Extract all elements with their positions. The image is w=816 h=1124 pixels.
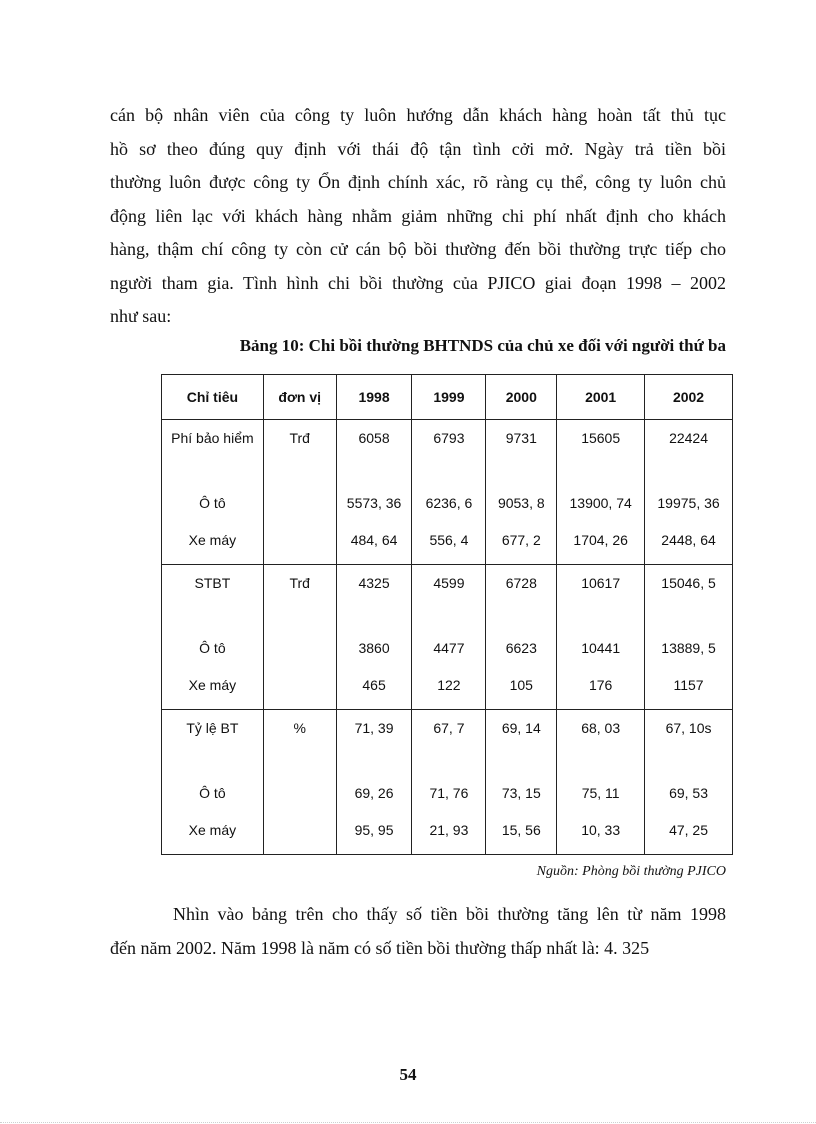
header-cell: 1998 [336,375,412,420]
unit-cell: Trđ [263,565,336,710]
value-cell: 4599 4477 122 [412,565,486,710]
row-label: Tỷ lệ BT [186,720,239,736]
header-cell: 2002 [645,375,733,420]
table-row [162,710,733,855]
text-line: như sau: [110,306,172,326]
row-label-cell [162,565,264,710]
text-line: cán bộ nhân viên của công ty luôn hướng dẫn khách hàng hoàn tất thủ tục [110,105,726,125]
text-line: động liên lạc với khách hàng nhằm giảm những chi phí nhất định cho khách [110,205,726,226]
value-cell: 15046, 5 13889, 5 1157 [645,565,733,710]
row-label: STBT [194,575,231,591]
value-cell: 69, 14 73, 15 15, 56 [486,710,557,855]
row-label: Ô tô [199,640,226,656]
value-cell: 67, 7 71, 76 21, 93 [412,710,486,855]
value-cell: 9731 9053, 8 677, 2 [486,420,557,565]
value-cell: 6728 6623 105 [486,565,557,710]
table-row [162,420,733,565]
value-cell: 6058 5573, 36 484, 64 [336,420,412,565]
text-line: thường luôn được công ty Ổn định chính xác, rõ ràng cụ thể, công ty luôn chủ [110,172,726,192]
value-cell: 10617 10441 176 [557,565,645,710]
table-header-row [162,375,733,420]
paragraph-intro [110,99,726,334]
row-label-cell [162,420,264,565]
row-label-cell [162,710,264,855]
value-cell: 4325 3860 465 [336,565,412,710]
value-cell: 68, 03 75, 11 10, 33 [557,710,645,855]
compensation-table [161,374,733,855]
text-line: hồ sơ theo đúng quy định với thái độ tận tình cởi mở. Ngày trả tiền bồi [110,138,726,159]
header-cell: 2000 [486,375,557,420]
row-label: Ô tô [199,785,226,801]
header-cell: Chỉ tiêu [162,375,264,420]
row-label: Xe máy [188,677,237,693]
unit-cell: % [263,710,336,855]
value-cell: 6793 6236, 6 556, 4 [412,420,486,565]
header-cell: 1999 [412,375,486,420]
row-label: Ô tô [199,495,226,511]
value-cell: 22424 19975, 36 2448, 64 [645,420,733,565]
text-line: người tham gia. Tình hình chi bồi thường của PJICO giai đoạn 1998 – 2002 [110,272,726,293]
page-number: 54 [399,1065,417,1084]
row-label: Xe máy [188,822,237,838]
value-cell: 15605 13900, 74 1704, 26 [557,420,645,565]
table-caption: Bảng 10: Chi bồi thường BHTNDS của chủ xe đối với người thứ ba [239,336,726,355]
table-source-note: Nguồn: Phòng bồi thường PJICO [536,864,726,879]
table-row [162,565,733,710]
unit-cell: Trđ [263,420,336,565]
text-line: Nhìn vào bảng trên cho thấy số tiền bồi thường tăng lên từ năm 1998 [173,904,726,924]
paragraph-analysis [110,898,726,965]
row-label: Phí bảo hiểm [171,430,254,446]
text-line: đến năm 2002. Năm 1998 là năm có số tiền bồi thường thấp nhất là: 4. 325 [110,937,650,958]
header-cell: 2001 [557,375,645,420]
value-cell: 67, 10s 69, 53 47, 25 [645,710,733,855]
value-cell: 71, 39 69, 26 95, 95 [336,710,412,855]
header-cell: đơn vị [263,375,336,420]
text-line: hàng, thậm chí công ty còn cử cán bộ bồi thường đến bồi thường trực tiếp cho [110,239,726,259]
row-label: Xe máy [188,532,237,548]
